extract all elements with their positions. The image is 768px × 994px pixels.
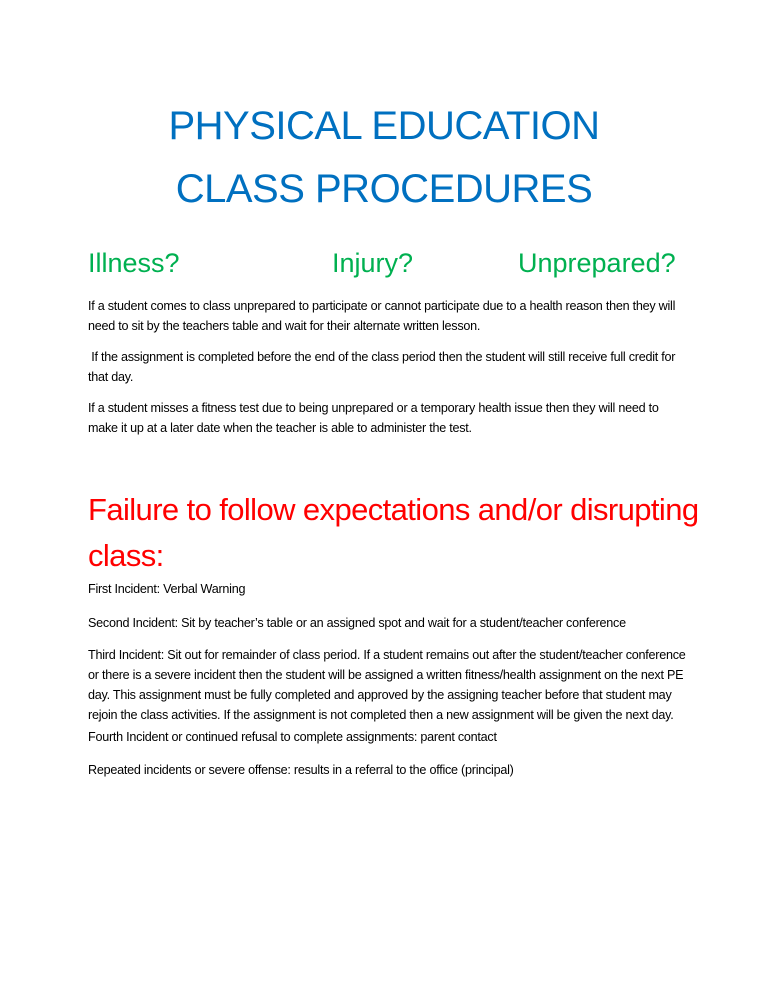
incident-first: First Incident: Verbal Warning [88,582,246,596]
paragraph-assignment-credit: If the assignment is completed before the end of the class period then the student will still receive full credit for that day. [88,350,676,384]
incident-third: Third Incident: Sit out for remainder of class period. If a student remains out after the student/teacher conference or there is a severe incident then the student will be assigned a written fitness/health assignment on the next PE day. This assignment must be fully completed and approved by the assigning teacher before that student may rejoin the class activities. If the assignment is not completed then a new assignment will be given the next day. [88,648,686,722]
page-title-line-1: PHYSICAL EDUCATION [168,104,600,148]
incident-fourth: Fourth Incident or continued refusal to complete assignments: parent contact [88,730,497,744]
paragraph-fitness-test-makeup: If a student misses a fitness test due to being unprepared or a temporary health issue then they will need to make it up at a later date when the teacher is able to administer the test. [88,401,659,435]
question-injury: Injury? [332,248,414,278]
question-unprepared: Unprepared? [518,248,676,278]
paragraph-unprepared-policy: If a student comes to class unprepared to participate or cannot participate due to a health reason then they will need to sit by the teachers table and wait for their alternate written lesson. [88,299,676,333]
question-illness: Illness? [88,248,180,278]
page-title-line-2: CLASS PROCEDURES [175,167,593,211]
incident-repeated: Repeated incidents or severe offense: results in a referral to the office (principal) [88,763,514,777]
section-heading-discipline: Failure to follow expectations and/or disrupting class: [88,492,699,573]
incident-second: Second Incident: Sit by teacher’s table or an assigned spot and wait for a student/teacher conference [88,616,626,630]
